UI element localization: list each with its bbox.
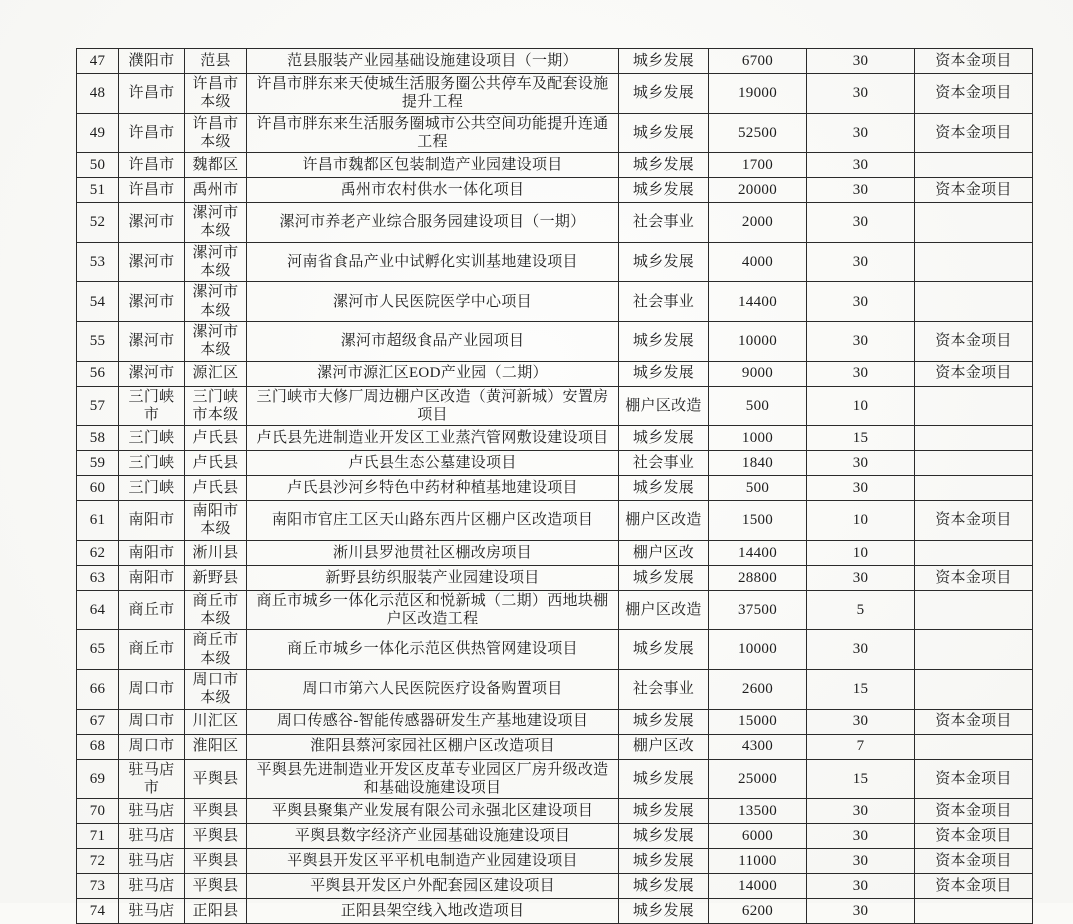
- cell-amount: 19000: [709, 74, 807, 114]
- cell-note: [915, 242, 1033, 282]
- cell-city: 驻马店: [119, 849, 185, 874]
- cell-district: 南阳市本级: [185, 501, 247, 541]
- cell-project-name: 漯河市源汇区EOD产业园（二期）: [247, 361, 619, 386]
- cell-seq: 74: [77, 899, 119, 924]
- cell-ratio: 30: [807, 361, 915, 386]
- cell-amount: 2600: [709, 669, 807, 709]
- cell-district: 川汇区: [185, 709, 247, 734]
- table-row: [77, 669, 1033, 709]
- cell-ratio: 30: [807, 49, 915, 74]
- cell-ratio: 15: [807, 669, 915, 709]
- cell-note: [915, 282, 1033, 322]
- cell-city: 商丘市: [119, 630, 185, 670]
- cell-project-name: 周口市第六人民医院医疗设备购置项目: [247, 669, 619, 709]
- project-table-body: [77, 49, 1033, 924]
- cell-seq: 72: [77, 849, 119, 874]
- cell-amount: 9000: [709, 361, 807, 386]
- cell-city: 驻马店市: [119, 759, 185, 799]
- cell-city: 三门峡: [119, 426, 185, 451]
- cell-category: 城乡发展: [619, 709, 709, 734]
- table-row: [77, 203, 1033, 243]
- cell-amount: 4300: [709, 734, 807, 759]
- cell-city: 南阳市: [119, 565, 185, 590]
- cell-district: 平舆县: [185, 874, 247, 899]
- cell-seq: 52: [77, 203, 119, 243]
- cell-note: 资本金项目: [915, 361, 1033, 386]
- cell-category: 社会事业: [619, 451, 709, 476]
- cell-ratio: 5: [807, 590, 915, 630]
- table-row: [77, 501, 1033, 541]
- cell-city: 许昌市: [119, 153, 185, 178]
- cell-ratio: 7: [807, 734, 915, 759]
- cell-city: 三门峡: [119, 476, 185, 501]
- table-row: [77, 426, 1033, 451]
- table-row: [77, 386, 1033, 426]
- cell-ratio: 30: [807, 630, 915, 670]
- cell-amount: 14000: [709, 874, 807, 899]
- cell-seq: 58: [77, 426, 119, 451]
- cell-category: 棚户区改: [619, 734, 709, 759]
- cell-amount: 11000: [709, 849, 807, 874]
- cell-seq: 51: [77, 178, 119, 203]
- cell-city: 漯河市: [119, 361, 185, 386]
- cell-seq: 63: [77, 565, 119, 590]
- cell-ratio: 10: [807, 386, 915, 426]
- cell-note: 资本金项目: [915, 565, 1033, 590]
- cell-city: 商丘市: [119, 590, 185, 630]
- cell-seq: 71: [77, 824, 119, 849]
- cell-city: 驻马店: [119, 899, 185, 924]
- cell-category: 城乡发展: [619, 799, 709, 824]
- cell-city: 三门峡市: [119, 386, 185, 426]
- cell-seq: 67: [77, 709, 119, 734]
- cell-project-name: 漯河市超级食品产业园项目: [247, 321, 619, 361]
- table-row: [77, 282, 1033, 322]
- cell-city: 三门峡: [119, 451, 185, 476]
- cell-project-name: 正阳县架空线入地改造项目: [247, 899, 619, 924]
- cell-category: 棚户区改造: [619, 590, 709, 630]
- cell-amount: 6700: [709, 49, 807, 74]
- cell-category: 棚户区改: [619, 540, 709, 565]
- cell-amount: 6200: [709, 899, 807, 924]
- cell-district: 漯河市本级: [185, 282, 247, 322]
- cell-seq: 70: [77, 799, 119, 824]
- cell-category: 城乡发展: [619, 113, 709, 153]
- cell-project-name: 周口传感谷-智能传感器研发生产基地建设项目: [247, 709, 619, 734]
- cell-category: 城乡发展: [619, 178, 709, 203]
- cell-ratio: 15: [807, 759, 915, 799]
- table-row: [77, 451, 1033, 476]
- table-row: [77, 153, 1033, 178]
- cell-note: 资本金项目: [915, 849, 1033, 874]
- table-row: [77, 321, 1033, 361]
- table-row: [77, 242, 1033, 282]
- cell-city: 驻马店: [119, 874, 185, 899]
- cell-district: 卢氏县: [185, 451, 247, 476]
- cell-project-name: 漯河市养老产业综合服务园建设项目（一期）: [247, 203, 619, 243]
- cell-category: 城乡发展: [619, 759, 709, 799]
- cell-note: [915, 386, 1033, 426]
- cell-district: 平舆县: [185, 824, 247, 849]
- cell-city: 南阳市: [119, 501, 185, 541]
- cell-category: 城乡发展: [619, 899, 709, 924]
- project-funding-table: [76, 48, 1033, 924]
- cell-seq: 57: [77, 386, 119, 426]
- cell-amount: 20000: [709, 178, 807, 203]
- cell-ratio: 30: [807, 874, 915, 899]
- cell-note: 资本金项目: [915, 759, 1033, 799]
- table-row: [77, 540, 1033, 565]
- table-row: [77, 113, 1033, 153]
- table-row: [77, 49, 1033, 74]
- cell-category: 棚户区改造: [619, 501, 709, 541]
- cell-ratio: 30: [807, 709, 915, 734]
- cell-ratio: 30: [807, 203, 915, 243]
- table-row: [77, 709, 1033, 734]
- cell-district: 淅川县: [185, 540, 247, 565]
- cell-project-name: 河南省食品产业中试孵化实训基地建设项目: [247, 242, 619, 282]
- cell-district: 平舆县: [185, 759, 247, 799]
- table-row: [77, 799, 1033, 824]
- cell-seq: 73: [77, 874, 119, 899]
- cell-amount: 1840: [709, 451, 807, 476]
- cell-ratio: 30: [807, 113, 915, 153]
- cell-amount: 10000: [709, 630, 807, 670]
- cell-seq: 68: [77, 734, 119, 759]
- cell-amount: 14400: [709, 282, 807, 322]
- cell-amount: 25000: [709, 759, 807, 799]
- cell-note: 资本金项目: [915, 49, 1033, 74]
- cell-amount: 13500: [709, 799, 807, 824]
- cell-district: 魏都区: [185, 153, 247, 178]
- cell-seq: 60: [77, 476, 119, 501]
- cell-amount: 6000: [709, 824, 807, 849]
- cell-note: [915, 899, 1033, 924]
- cell-project-name: 卢氏县沙河乡特色中药材种植基地建设项目: [247, 476, 619, 501]
- cell-seq: 59: [77, 451, 119, 476]
- cell-project-name: 三门峡市大修厂周边棚户区改造（黄河新城）安置房项目: [247, 386, 619, 426]
- cell-amount: 15000: [709, 709, 807, 734]
- cell-district: 淮阳区: [185, 734, 247, 759]
- cell-district: 平舆县: [185, 799, 247, 824]
- cell-note: 资本金项目: [915, 799, 1033, 824]
- cell-project-name: 新野县纺织服装产业园建设项目: [247, 565, 619, 590]
- table-row: [77, 874, 1033, 899]
- cell-amount: 37500: [709, 590, 807, 630]
- cell-seq: 49: [77, 113, 119, 153]
- cell-project-name: 许昌市胖东来天使城生活服务圈公共停车及配套设施提升工程: [247, 74, 619, 114]
- cell-ratio: 30: [807, 899, 915, 924]
- cell-district: 源汇区: [185, 361, 247, 386]
- cell-project-name: 淮阳县蔡河家园社区棚户区改造项目: [247, 734, 619, 759]
- cell-category: 城乡发展: [619, 426, 709, 451]
- cell-district: 禹州市: [185, 178, 247, 203]
- cell-ratio: 30: [807, 476, 915, 501]
- cell-project-name: 禹州市农村供水一体化项目: [247, 178, 619, 203]
- table-row: [77, 565, 1033, 590]
- cell-amount: 500: [709, 476, 807, 501]
- cell-category: 城乡发展: [619, 361, 709, 386]
- cell-note: [915, 451, 1033, 476]
- cell-district: 范县: [185, 49, 247, 74]
- cell-district: 正阳县: [185, 899, 247, 924]
- table-row: [77, 590, 1033, 630]
- cell-category: 城乡发展: [619, 874, 709, 899]
- cell-category: 社会事业: [619, 669, 709, 709]
- cell-note: [915, 153, 1033, 178]
- cell-seq: 53: [77, 242, 119, 282]
- cell-city: 许昌市: [119, 74, 185, 114]
- cell-project-name: 平舆县聚集产业发展有限公司永强北区建设项目: [247, 799, 619, 824]
- cell-note: 资本金项目: [915, 709, 1033, 734]
- cell-amount: 28800: [709, 565, 807, 590]
- cell-seq: 54: [77, 282, 119, 322]
- cell-city: 濮阳市: [119, 49, 185, 74]
- cell-note: 资本金项目: [915, 874, 1033, 899]
- cell-ratio: 15: [807, 426, 915, 451]
- cell-district: 商丘市本级: [185, 630, 247, 670]
- cell-amount: 52500: [709, 113, 807, 153]
- cell-project-name: 许昌市胖东来生活服务圈城市公共空间功能提升连通工程: [247, 113, 619, 153]
- table-row: [77, 899, 1033, 924]
- cell-district: 新野县: [185, 565, 247, 590]
- cell-ratio: 30: [807, 74, 915, 114]
- cell-ratio: 30: [807, 153, 915, 178]
- table-row: [77, 824, 1033, 849]
- cell-district: 漯河市本级: [185, 242, 247, 282]
- cell-seq: 64: [77, 590, 119, 630]
- table-row: [77, 759, 1033, 799]
- cell-district: 许昌市本级: [185, 74, 247, 114]
- cell-district: 商丘市本级: [185, 590, 247, 630]
- cell-city: 驻马店: [119, 799, 185, 824]
- cell-amount: 2000: [709, 203, 807, 243]
- table-row: [77, 74, 1033, 114]
- table-row: [77, 849, 1033, 874]
- cell-district: 许昌市本级: [185, 113, 247, 153]
- cell-category: 城乡发展: [619, 242, 709, 282]
- cell-category: 城乡发展: [619, 630, 709, 670]
- cell-amount: 1700: [709, 153, 807, 178]
- cell-category: 城乡发展: [619, 49, 709, 74]
- cell-note: [915, 669, 1033, 709]
- cell-city: 漯河市: [119, 282, 185, 322]
- cell-project-name: 漯河市人民医院医学中心项目: [247, 282, 619, 322]
- table-row: [77, 361, 1033, 386]
- cell-category: 城乡发展: [619, 74, 709, 114]
- cell-project-name: 南阳市官庄工区天山路东西片区棚户区改造项目: [247, 501, 619, 541]
- cell-project-name: 商丘市城乡一体化示范区和悦新城（二期）西地块棚户区改造工程: [247, 590, 619, 630]
- cell-project-name: 平舆县开发区户外配套园区建设项目: [247, 874, 619, 899]
- cell-district: 平舆县: [185, 849, 247, 874]
- cell-city: 周口市: [119, 669, 185, 709]
- table-row: [77, 734, 1033, 759]
- cell-city: 漯河市: [119, 321, 185, 361]
- cell-note: 资本金项目: [915, 113, 1033, 153]
- cell-seq: 62: [77, 540, 119, 565]
- cell-note: 资本金项目: [915, 321, 1033, 361]
- cell-project-name: 平舆县数字经济产业园基础设施建设项目: [247, 824, 619, 849]
- cell-district: 漯河市本级: [185, 321, 247, 361]
- cell-project-name: 范县服装产业园基础设施建设项目（一期）: [247, 49, 619, 74]
- cell-category: 城乡发展: [619, 565, 709, 590]
- cell-ratio: 30: [807, 849, 915, 874]
- cell-city: 驻马店: [119, 824, 185, 849]
- cell-ratio: 30: [807, 824, 915, 849]
- cell-seq: 47: [77, 49, 119, 74]
- cell-category: 社会事业: [619, 203, 709, 243]
- cell-amount: 1500: [709, 501, 807, 541]
- cell-district: 卢氏县: [185, 426, 247, 451]
- cell-category: 社会事业: [619, 282, 709, 322]
- table-row: [77, 630, 1033, 670]
- cell-district: 漯河市本级: [185, 203, 247, 243]
- cell-project-name: 平舆县开发区平平机电制造产业园建设项目: [247, 849, 619, 874]
- cell-note: [915, 734, 1033, 759]
- cell-project-name: 商丘市城乡一体化示范区供热管网建设项目: [247, 630, 619, 670]
- cell-note: [915, 630, 1033, 670]
- cell-city: 南阳市: [119, 540, 185, 565]
- cell-seq: 48: [77, 74, 119, 114]
- cell-category: 城乡发展: [619, 321, 709, 361]
- cell-project-name: 平舆县先进制造业开发区皮革专业园区厂房升级改造和基础设施建设项目: [247, 759, 619, 799]
- cell-note: 资本金项目: [915, 74, 1033, 114]
- cell-amount: 1000: [709, 426, 807, 451]
- cell-city: 漯河市: [119, 242, 185, 282]
- cell-seq: 69: [77, 759, 119, 799]
- cell-ratio: 30: [807, 282, 915, 322]
- cell-city: 许昌市: [119, 178, 185, 203]
- cell-amount: 10000: [709, 321, 807, 361]
- cell-district: 周口市本级: [185, 669, 247, 709]
- cell-city: 漯河市: [119, 203, 185, 243]
- table-row: [77, 476, 1033, 501]
- cell-project-name: 淅川县罗池贯社区棚改房项目: [247, 540, 619, 565]
- cell-seq: 61: [77, 501, 119, 541]
- cell-ratio: 30: [807, 321, 915, 361]
- cell-district: 卢氏县: [185, 476, 247, 501]
- cell-district: 三门峡市本级: [185, 386, 247, 426]
- cell-amount: 4000: [709, 242, 807, 282]
- cell-amount: 500: [709, 386, 807, 426]
- cell-seq: 66: [77, 669, 119, 709]
- cell-city: 许昌市: [119, 113, 185, 153]
- cell-note: 资本金项目: [915, 501, 1033, 541]
- cell-note: [915, 590, 1033, 630]
- cell-amount: 14400: [709, 540, 807, 565]
- cell-note: [915, 203, 1033, 243]
- cell-seq: 56: [77, 361, 119, 386]
- cell-category: 城乡发展: [619, 824, 709, 849]
- cell-note: [915, 426, 1033, 451]
- cell-project-name: 卢氏县先进制造业开发区工业蒸汽管网敷设建设项目: [247, 426, 619, 451]
- cell-category: 城乡发展: [619, 153, 709, 178]
- cell-city: 周口市: [119, 709, 185, 734]
- cell-ratio: 30: [807, 565, 915, 590]
- cell-category: 城乡发展: [619, 476, 709, 501]
- cell-city: 周口市: [119, 734, 185, 759]
- cell-ratio: 10: [807, 540, 915, 565]
- cell-note: 资本金项目: [915, 178, 1033, 203]
- cell-note: [915, 540, 1033, 565]
- cell-category: 棚户区改造: [619, 386, 709, 426]
- cell-project-name: 卢氏县生态公墓建设项目: [247, 451, 619, 476]
- cell-category: 城乡发展: [619, 849, 709, 874]
- cell-note: [915, 476, 1033, 501]
- cell-seq: 65: [77, 630, 119, 670]
- cell-ratio: 30: [807, 178, 915, 203]
- cell-seq: 50: [77, 153, 119, 178]
- table-row: [77, 178, 1033, 203]
- cell-ratio: 10: [807, 501, 915, 541]
- cell-ratio: 30: [807, 242, 915, 282]
- cell-ratio: 30: [807, 451, 915, 476]
- cell-seq: 55: [77, 321, 119, 361]
- cell-ratio: 30: [807, 799, 915, 824]
- cell-note: 资本金项目: [915, 824, 1033, 849]
- cell-project-name: 许昌市魏都区包装制造产业园建设项目: [247, 153, 619, 178]
